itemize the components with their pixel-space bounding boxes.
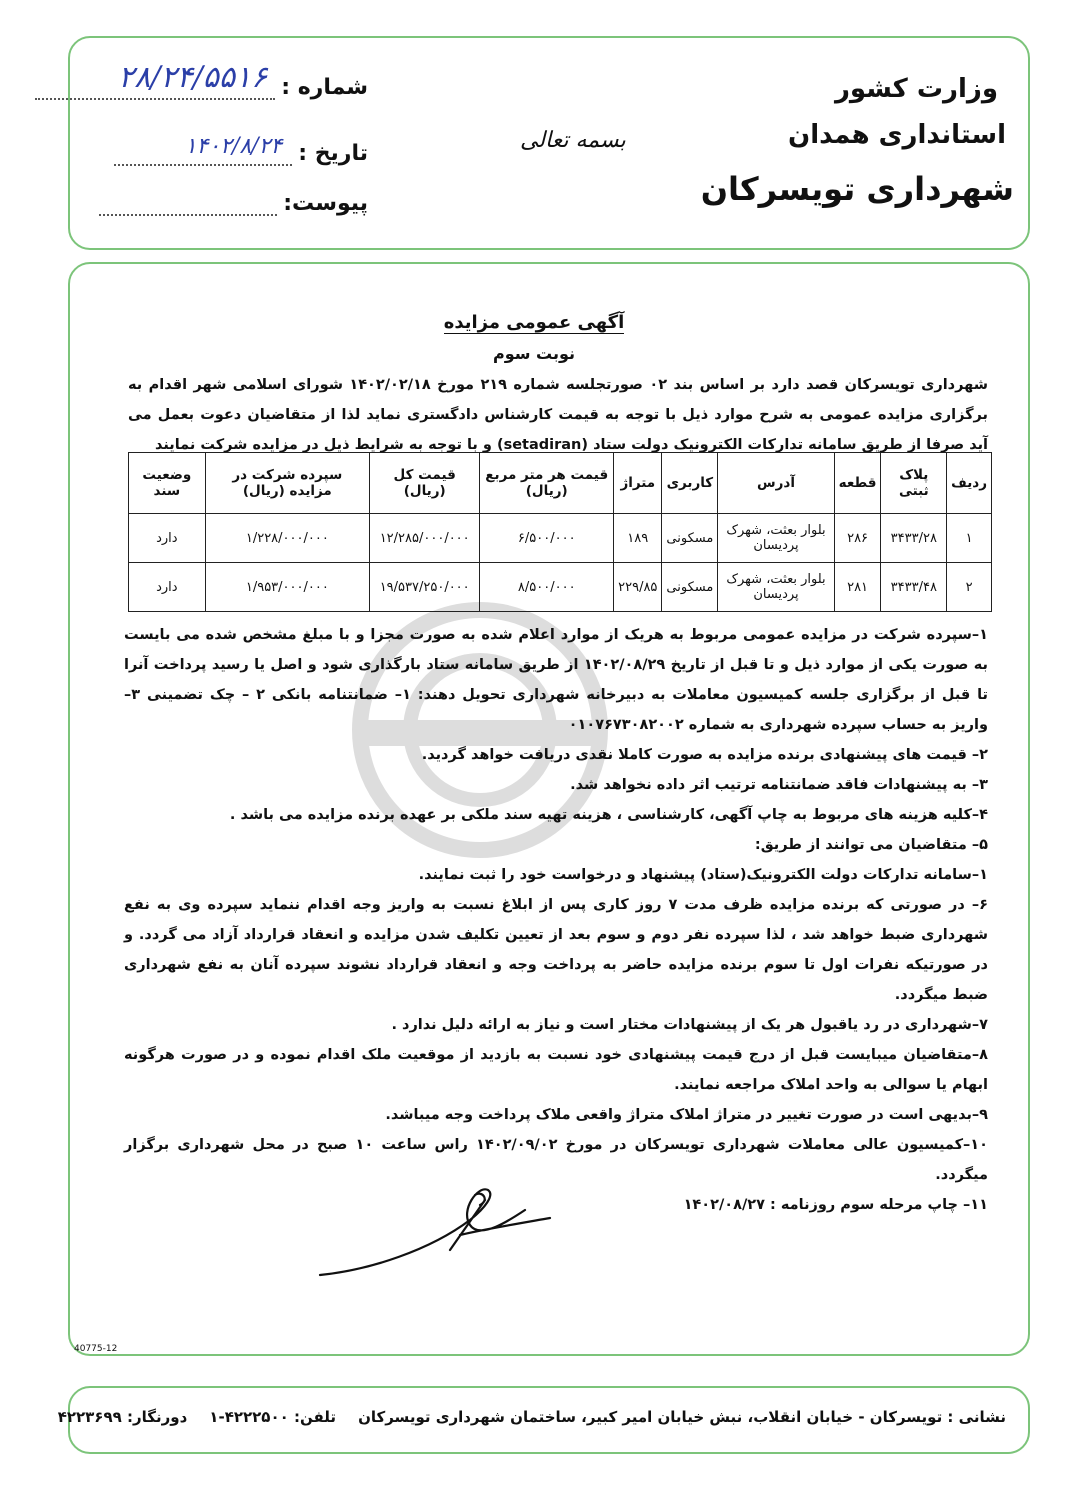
footer-contact (57, 1408, 1006, 1426)
col-header: قطعه (834, 453, 881, 514)
table-cell: ۸/۵۰۰/۰۰۰ (480, 563, 614, 612)
condition-item: ۲– قیمت های پیشنهادی برنده مزایده به صورت کاملا نقدی دریافت خواهد گردید. (421, 747, 988, 763)
date-field (114, 132, 292, 166)
col-header: کاربری (662, 453, 718, 514)
number-label: شماره : (281, 75, 368, 100)
date-value: ۱۴۰۲/۸/۲۴ (184, 134, 283, 159)
condition-item: ۹–بدیهی است در صورت تغییر در متراژ املاک متراژ واقعی ملاک پرداخت وجه میباشد. (385, 1107, 988, 1123)
basmala: بسمه تعالی (520, 128, 626, 153)
signature (310, 1180, 570, 1290)
table-cell: بلوار بعثت، شهرک پردیسان (718, 563, 834, 612)
condition-item: ۵– متقاضیان می توانند از طریق: (754, 837, 988, 853)
municipality-name: شهرداری تویسرکان (700, 170, 1014, 208)
col-header: سپرده شرکت در مزایده (ریال) (205, 453, 369, 514)
col-header: متراژ (614, 453, 662, 514)
col-header: پلاک ثبتی (881, 453, 947, 514)
table-header-row (129, 453, 992, 514)
col-header: قیمت هر متر مربع (ریال) (480, 453, 614, 514)
number-field (35, 60, 275, 100)
table-cell: ۱۲/۲۸۵/۰۰۰/۰۰۰ (370, 514, 480, 563)
attachment-field (99, 188, 277, 216)
notice-intro: شهرداری تویسرکان قصد دارد بر اساس بند ۰۲ صورتجلسه شماره ۲۱۹ مورخ ۱۴۰۲/۰۲/۱۸ شورای اسلامی شهر اقدام به برگزاری مزایده عمومی به شرح موارد ذیل با توجه به قیمت کارشناس دادگستری نماید لذا از متقاضیان دعوت بعمل می آید صرفا از طریق سامانه تدارکات الکترونیک دولت ستاد (setadiran) و با توجه به شرایط ذیل در مزایده شرکت نمایند (128, 377, 988, 453)
footer-fax: دورنگار: ۴۲۲۳۶۹۹ (57, 1408, 188, 1426)
table-row (129, 563, 992, 612)
condition-item: ۴–کلیه هزینه های مربوط به چاپ آگهی، کارشناسی ، هزینه تهیه سند ملکی بر عهده برنده مزایده می باشد . (229, 807, 988, 823)
ministry-name: وزارت کشور (834, 74, 998, 104)
condition-item: ۱–سپرده شرکت در مزایده عمومی مربوط به هریک از موارد اعلام شده به صورت مجزا و با مبلغ مشخص شده می بایست به صورت یکی از موارد ذیل و تا قبل از تاریخ ۱۴۰۲/۰۸/۲۹ از طریق سامانه ستاد بارگذاری شود و اصل یا رسید پرداخت آنرا تا قبل از برگزاری جلسه کمیسیون معاملات به دبیرخانه شهرداری تحویل دهند: ۱– ضمانتنامه بانکی ۲ – چک تضمینی ۳– واریز به حساب سپرده شهرداری به شماره ۰۱۰۷۶۷۳۰۸۲۰۰۲ (124, 627, 989, 733)
number-value: ۲۸/۲۴/۵۵۱۶ (118, 60, 268, 95)
table-cell: ۶/۵۰۰/۰۰۰ (480, 514, 614, 563)
col-header: وضعیت سند (129, 453, 206, 514)
condition-item: ۱–سامانه تدارکات دولت الکترونیک(ستاد) پیشنهاد و درخواست خود را ثبت نمایند. (418, 867, 988, 883)
notice-title-text: آگهی عمومی مزایده (443, 312, 625, 333)
auction-lots-table (128, 452, 992, 612)
table-cell: بلوار بعثت، شهرک پردیسان (718, 514, 834, 563)
conditions-list (124, 620, 988, 1220)
letter-number-row (35, 60, 368, 100)
table-cell: دارد (129, 563, 206, 612)
condition-item: ۷–شهرداری در رد یاقبول هر یک از پیشنهادات مختار است و نیاز به ارائه دلیل ندارد . (391, 1017, 988, 1033)
table-cell: ۳۴۳۳/۴۸ (881, 563, 947, 612)
condition-item: ۶– در صورتی که برنده مزایده ظرف مدت ۷ روز کاری پس از ابلاغ نسبت به واریز وجه اقدام ننماید سپرده وی به نفع شهرداری ضبط خواهد شد ، لذا سپرده نفر دوم و سوم بعد از تعیین تکلیف شدن مزایده و انعقاد قرارداد آزاد می گردد. و در صورتیکه نفرات اول تا سوم برنده مزایده حاضر به پرداخت وجه و انعقاد قرارداد نشوند سپرده آنان به نفع شهرداری ضبط میگردد. (124, 897, 988, 1003)
table-cell: ۱۸۹ (614, 514, 662, 563)
table-cell: ۳۴۳۳/۲۸ (881, 514, 947, 563)
table-cell: مسکونی (662, 514, 718, 563)
condition-item: ۸–متقاضیان میبایست قبل از درج قیمت پیشنهادی خود نسبت به بازدید از موقعیت ملک اقدام نموده و در صورت هرگونه ابهام یا سوالی به واحد املاک مراجعه نمایند. (124, 1047, 988, 1093)
footer-address: نشانی : تویسرکان - خیابان انقلاب، نبش خیابان امیر کبیر، ساختمان شهرداری تویسرکان (358, 1408, 1006, 1426)
notice-title (0, 312, 1068, 333)
table-cell: ۱/۲۲۸/۰۰۰/۰۰۰ (205, 514, 369, 563)
letter-date-row (114, 132, 368, 166)
attachment-row (99, 188, 368, 216)
table-cell: دارد (129, 514, 206, 563)
condition-item: ۳– به پیشنهادات فاقد ضمانتنامه ترتیب اثر داده نخواهد شد. (570, 777, 988, 793)
date-label: تاریخ : (298, 141, 368, 166)
table-cell: ۱۹/۵۳۷/۲۵۰/۰۰۰ (370, 563, 480, 612)
table-cell: مسکونی (662, 563, 718, 612)
condition-item: ۱۱– چاپ مرحله سوم روزنامه : ۱۴۰۲/۰۸/۲۷ (683, 1197, 988, 1213)
table-row (129, 514, 992, 563)
table-cell: ۱ (947, 514, 992, 563)
footer-phone: تلفن: ۴۲۲۲۵۰۰-۱ (209, 1408, 337, 1426)
table-cell: ۲۸۱ (834, 563, 881, 612)
col-header: قیمت کل (ریال) (370, 453, 480, 514)
table-cell: ۱/۹۵۳/۰۰۰/۰۰۰ (205, 563, 369, 612)
table-cell: ۲۸۶ (834, 514, 881, 563)
col-header: آدرس (718, 453, 834, 514)
table-cell: ۲ (947, 563, 992, 612)
condition-item: ۱۰–کمیسیون عالی معاملات شهرداری تویسرکان در مورخ ۱۴۰۲/۰۹/۰۲ راس ساعت ۱۰ صبح در محل شهرداری برگزار میگردد. (124, 1137, 988, 1183)
attachment-label: پیوست: (283, 191, 368, 216)
form-code: 40775-12 (74, 1344, 118, 1354)
notice-subtitle: نوبت سوم (492, 344, 576, 363)
province-name: استانداری همدان (788, 120, 1006, 150)
col-header: ردیف (947, 453, 992, 514)
table-cell: ۲۲۹/۸۵ (614, 563, 662, 612)
